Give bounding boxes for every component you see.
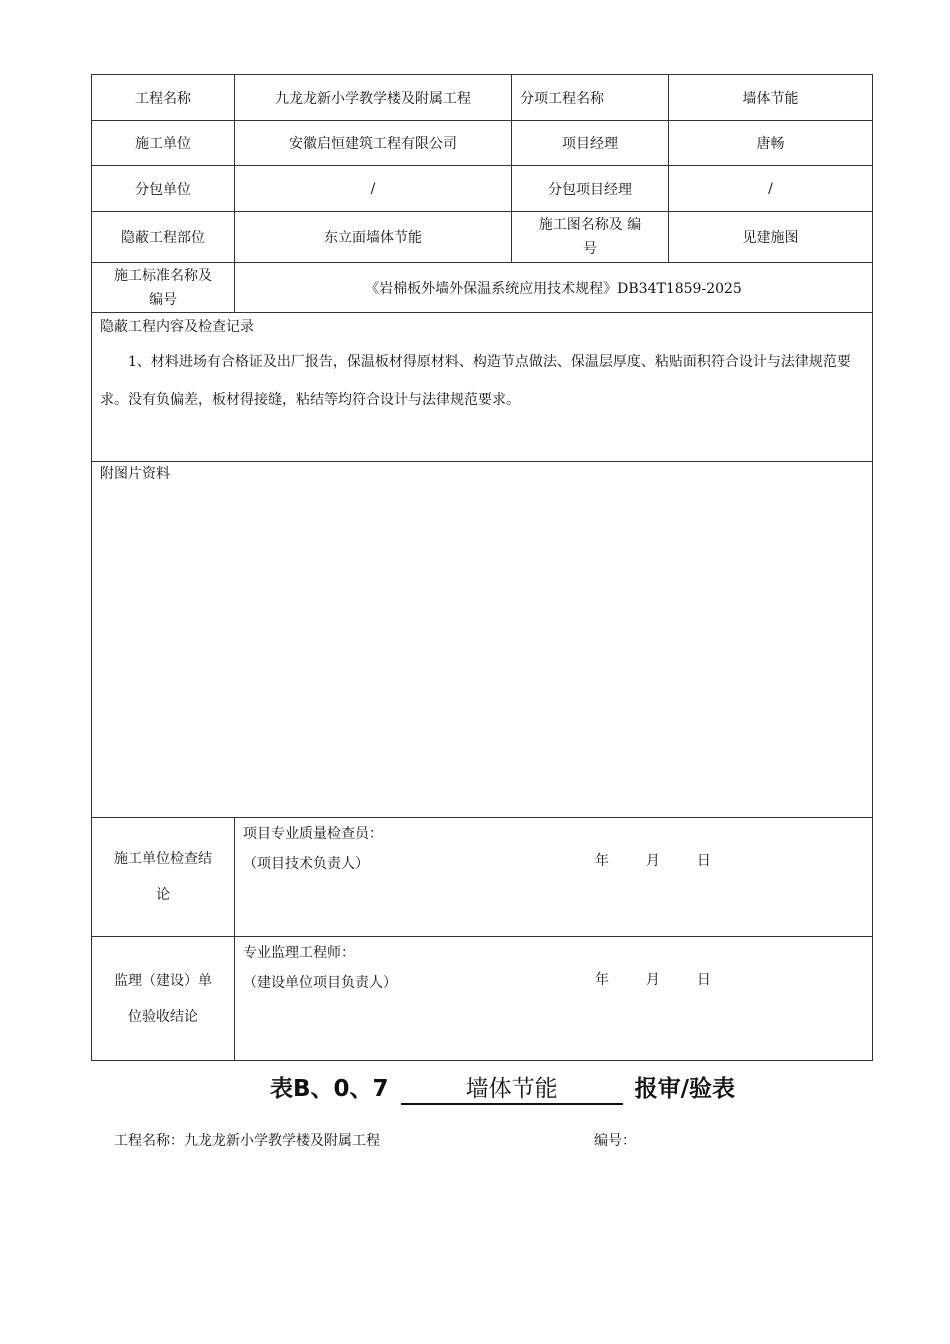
content-body: 1、材料进场有合格证及出厂报告，保温板材得原材料、构造节点做法、保温层厚度、粘贴面积符合设计与法律规范要求。没有负偏差，板材得接缝，粘结等均符合设计与法律规范要求。 xyxy=(100,354,851,408)
supervision-check-date xyxy=(595,969,711,989)
footer-project-name: 工程名称：九龙龙新小学教学楼及附属工程 xyxy=(114,1133,380,1149)
year-label: 年 xyxy=(595,972,609,988)
construction-check-label xyxy=(92,818,235,937)
supervision-check-body xyxy=(235,937,873,1061)
contractor-label: 施工单位 xyxy=(92,121,235,166)
supervision-check-label xyxy=(92,937,235,1061)
supervision-engineer-label: 专业监理工程师： xyxy=(243,945,355,961)
day-label: 日 xyxy=(696,972,711,988)
month-label: 月 xyxy=(645,972,660,988)
drawing-value: 见建施图 xyxy=(669,212,873,263)
sub-pm-value: / xyxy=(669,166,873,212)
caption-suffix: 报审/验表 xyxy=(634,1076,735,1102)
standard-label-line1: 施工标准名称及 xyxy=(114,267,212,284)
month-label: 月 xyxy=(645,853,660,869)
construction-check-label-line2: 论 xyxy=(156,887,170,903)
drawing-label-line2: 号 xyxy=(583,241,597,257)
supervision-check-label-line2: 位验收结论 xyxy=(128,1008,198,1025)
standard-label xyxy=(92,263,235,313)
content-section xyxy=(92,313,873,462)
sub-project-label: 分项工程名称 xyxy=(512,75,669,121)
hidden-part-label: 隐蔽工程部位 xyxy=(92,212,235,263)
footer-number: 编号： xyxy=(594,1133,636,1149)
subcontractor-value: / xyxy=(235,166,512,212)
sub-pm-label: 分包项目经理 xyxy=(512,166,669,212)
construction-check-date xyxy=(595,850,711,870)
construction-check-body xyxy=(235,818,873,937)
drawing-label-line1: 施工图名称及 编 xyxy=(538,217,642,233)
caption-underlined: 墙体节能 xyxy=(401,1070,623,1105)
standard-value: 《岩棉板外墙外保温系统应用技术规程》DB34T1859-2025 xyxy=(235,263,873,313)
supervision-check-label-line1: 监理（建设）单 xyxy=(114,972,212,989)
drawing-label xyxy=(512,212,669,263)
hidden-part-value: 东立面墙体节能 xyxy=(235,212,512,263)
project-name-label: 工程名称 xyxy=(92,75,235,121)
pm-value: 唐畅 xyxy=(669,121,873,166)
standard-label-line2: 编号 xyxy=(149,291,177,308)
contractor-value: 安徽启恒建筑工程有限公司 xyxy=(235,121,512,166)
year-label: 年 xyxy=(595,853,609,869)
inspection-form-table xyxy=(91,74,873,1061)
photos-section xyxy=(92,462,873,818)
day-label: 日 xyxy=(696,853,711,869)
photos-title: 附图片资料 xyxy=(100,466,170,482)
subcontractor-label: 分包单位 xyxy=(92,166,235,212)
content-title: 隐蔽工程内容及检查记录 xyxy=(100,319,254,335)
pm-label: 项目经理 xyxy=(512,121,669,166)
construction-check-label-line1: 施工单位检查结 xyxy=(114,851,212,867)
tech-lead-label: （项目技术负责人） xyxy=(243,856,369,872)
owner-lead-label: （建设单位项目负责人） xyxy=(243,975,397,991)
sub-project-value: 墙体节能 xyxy=(669,75,873,121)
caption-prefix: 表B、0、7 xyxy=(270,1076,389,1102)
quality-inspector-label: 项目专业质量检查员： xyxy=(243,826,383,842)
project-name-value: 九龙龙新小学教学楼及附属工程 xyxy=(235,75,512,121)
